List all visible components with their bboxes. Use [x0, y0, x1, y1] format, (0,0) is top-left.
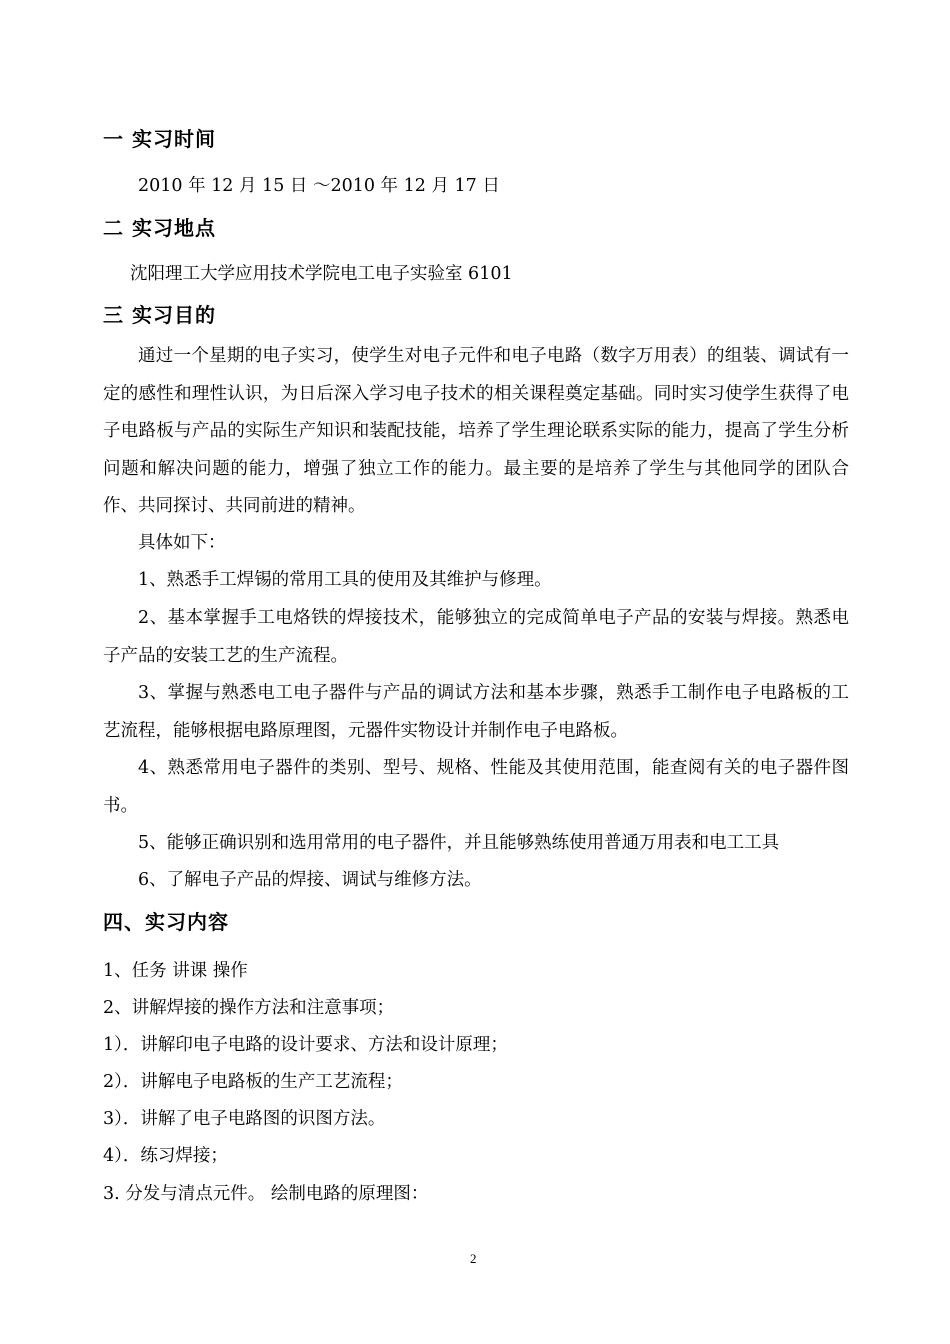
content-line-4: 2）．讲解电子电路板的生产工艺流程； [103, 1072, 403, 1092]
purpose-item-3: 3、掌握与熟悉电工电子器件与产品的调试方法和基本步骤，熟悉手工制作电子电路板的工艺流程，能够根据电路原理图，元器件实物设计并制作电子电路板。 [103, 683, 849, 741]
content-line-1: 1、任务 讲课 操作 [103, 961, 248, 981]
purpose-item-1: 1、熟悉手工焊锡的常用工具的使用及其维护与修理。 [138, 570, 552, 590]
content-line-5: 3）．讲解了电子电路图的识图方法。 [103, 1109, 386, 1129]
content-line-3: 1）．讲解印电子电路的设计要求、方法和设计原理； [103, 1035, 508, 1055]
heading-practice-location: 二 实习地点 [103, 216, 216, 240]
purpose-item-5: 5、能够正确识别和选用常用的电子器件，并且能够熟练使用普通万用表和电工工具 [138, 833, 780, 853]
heading-practice-purpose: 三 实习目的 [103, 303, 216, 327]
purpose-item-4: 4、熟悉常用电子器件的类别、型号、规格、性能及其使用范围，能查阅有关的电子器件图书。 [103, 758, 849, 816]
content-line-2: 2、讲解焊接的操作方法和注意事项； [103, 998, 395, 1018]
purpose-item-6: 6、了解电子产品的焊接、调试与维修方法。 [138, 870, 482, 890]
page-number: 2 [470, 1251, 477, 1266]
purpose-item-2: 2、基本掌握手工电烙铁的焊接技术，能够独立的完成简单电子产品的安装与焊接。熟悉电子产品的安装工艺的生产流程。 [103, 608, 849, 666]
content-line-7: 3. 分发与清点元件。 绘制电路的原理图： [103, 1184, 429, 1204]
content-line-6: 4）．练习焊接； [103, 1146, 228, 1166]
practice-time-text: 2010 年 12 月 15 日 ～2010 年 12 月 17 日 [138, 176, 500, 196]
practice-location-text: 沈阳理工大学应用技术学院电工电子实验室 6101 [130, 264, 513, 284]
purpose-intro: 具体如下： [138, 533, 226, 553]
heading-practice-content: 四、实习内容 [103, 910, 229, 934]
purpose-paragraph: 通过一个星期的电子实习，使学生对电子元件和电子电路（数字万用表）的组装、调试有一定的感性和理性认识，为日后深入学习电子技术的相关课程奠定基础。同时实习使学生获得了电子电路板与产品的实际生产知识和装配技能，培养了学生理论联系实际的能力，提高了学生分析问题和解决问题的能力，增强了独立工作的能力。最主要的是培养了学生与其他同学的团队合作、共同探讨、共同前进的精神。 [103, 346, 849, 516]
heading-practice-time: 一 实习时间 [103, 127, 216, 151]
